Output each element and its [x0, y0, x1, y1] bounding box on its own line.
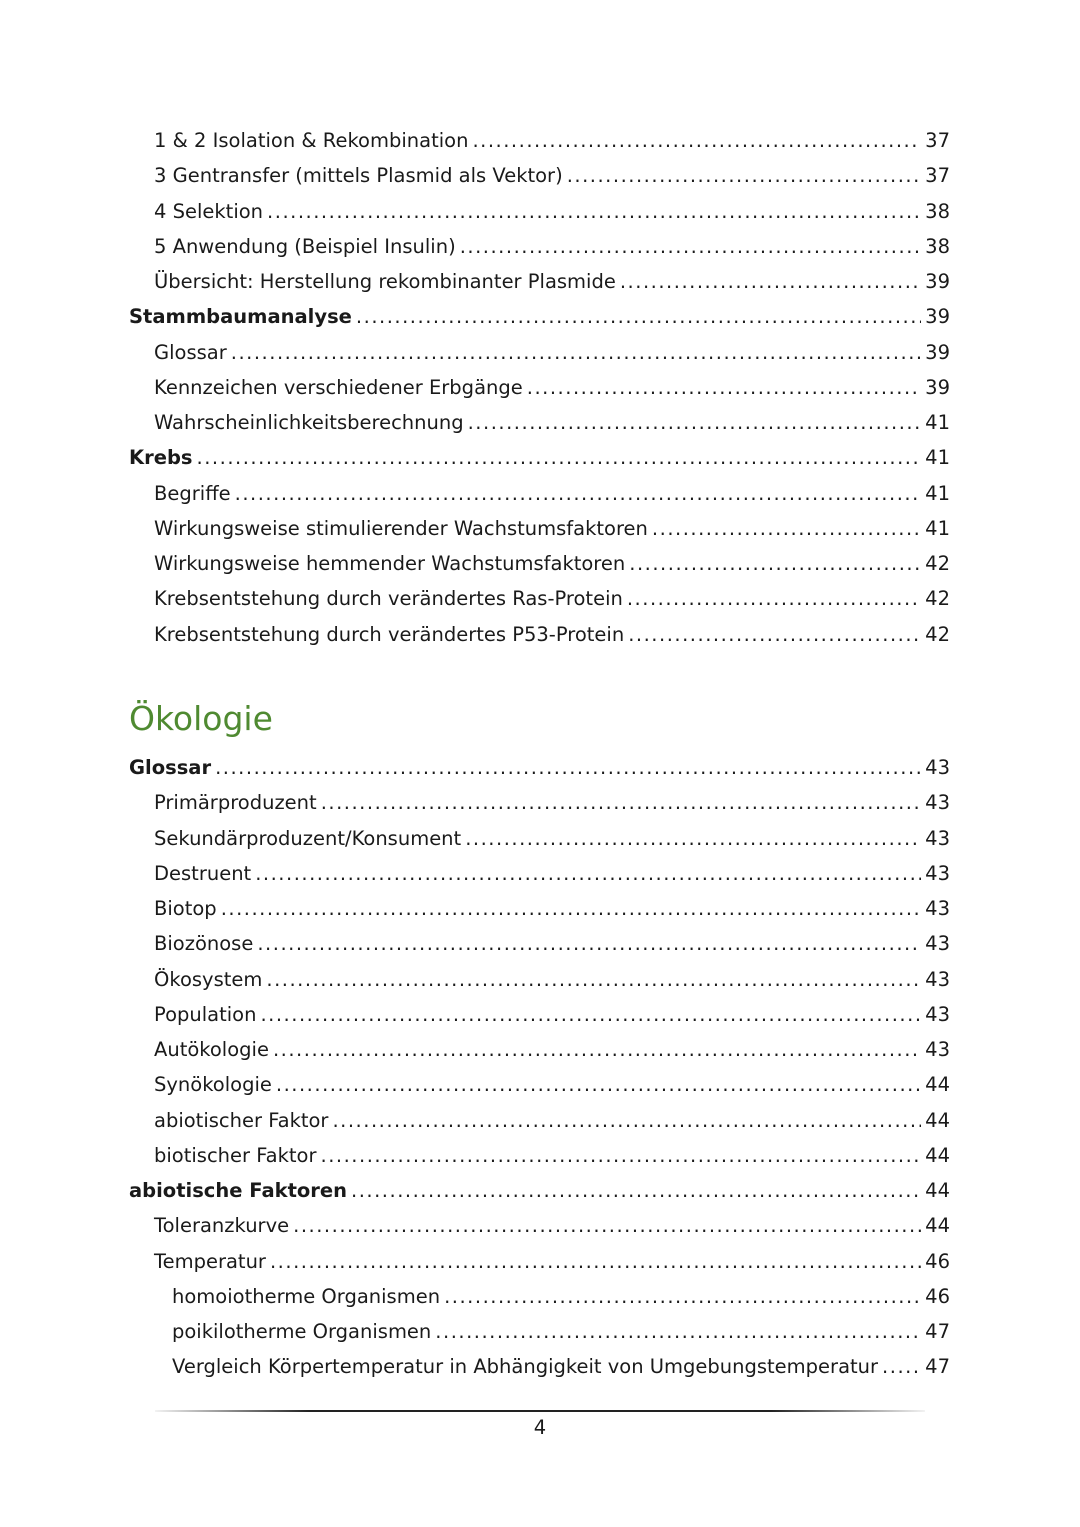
- toc-entry-page: 43: [925, 756, 950, 780]
- toc-entry-label: Begriffe: [154, 481, 231, 505]
- toc-entry[interactable]: [0, 997, 950, 1032]
- toc-entry-page: 46: [925, 1249, 950, 1273]
- toc-entry-page: 42: [925, 552, 950, 576]
- toc-entry-label: 5 Anwendung (Beispiel Insulin): [154, 234, 456, 258]
- toc-entry-page: 46: [925, 1284, 950, 1308]
- toc-entry[interactable]: [0, 335, 950, 370]
- toc-entry-page: 47: [925, 1320, 950, 1344]
- toc-entry[interactable]: [0, 1314, 950, 1349]
- toc-dot-leader: [267, 194, 921, 229]
- toc-dot-leader: [273, 1032, 921, 1067]
- toc-dot-leader: [356, 299, 921, 334]
- toc-entry[interactable]: [0, 370, 950, 405]
- toc-dot-leader: [472, 123, 921, 158]
- toc-entry-label: Destruent: [154, 861, 252, 885]
- toc-entry-page: 42: [925, 622, 950, 646]
- toc-entry[interactable]: [0, 229, 950, 264]
- toc-entry-page: 43: [925, 932, 950, 956]
- toc-dot-leader: [270, 1244, 921, 1279]
- toc-entry[interactable]: [0, 1244, 950, 1279]
- toc-entry-label: 1 & 2 Isolation & Rekombination: [154, 129, 469, 153]
- toc-entry-page: 43: [925, 861, 950, 885]
- toc-dot-leader: [332, 1103, 921, 1138]
- toc-entry-label: 4 Selektion: [154, 199, 264, 223]
- toc-dot-leader: [460, 229, 921, 264]
- toc-entry[interactable]: [0, 617, 950, 652]
- toc-entry-label: Ökosystem: [154, 967, 263, 991]
- toc-dot-leader: [321, 1138, 922, 1173]
- toc-entry-label: Stammbaumanalyse: [129, 305, 352, 329]
- toc-entry[interactable]: [0, 158, 950, 193]
- toc-entry-label: Wirkungsweise stimulierender Wachstumsfaktoren: [154, 516, 648, 540]
- toc-dot-leader: [260, 997, 921, 1032]
- toc-entry[interactable]: [0, 1067, 950, 1102]
- toc-entry[interactable]: [0, 440, 950, 475]
- toc-entry[interactable]: [0, 546, 950, 581]
- toc-entry-page: 43: [925, 897, 950, 921]
- toc-entry-label: Wirkungsweise hemmender Wachstumsfaktoren: [154, 552, 626, 576]
- toc-entry-label: Toleranzkurve: [154, 1214, 290, 1238]
- toc-dot-leader: [629, 546, 921, 581]
- toc-entry[interactable]: [0, 962, 950, 997]
- toc-entry[interactable]: [0, 511, 950, 546]
- toc-entry[interactable]: [0, 476, 950, 511]
- toc-dot-leader: [276, 1067, 921, 1102]
- toc-entry[interactable]: [0, 1173, 950, 1208]
- toc-entry-label: Wahrscheinlichkeitsberechnung: [154, 411, 464, 435]
- toc-entry-page: 41: [925, 446, 950, 470]
- toc-dot-leader: [444, 1279, 921, 1314]
- toc-dot-leader: [628, 617, 921, 652]
- toc-entry-label: Übersicht: Herstellung rekombinanter Plasmide: [154, 270, 616, 294]
- toc-entry-label: Krebsentstehung durch verändertes Ras-Protein: [154, 587, 623, 611]
- toc-entry-page: 43: [925, 791, 950, 815]
- toc-entry-page: 44: [925, 1073, 950, 1097]
- toc-entry-page: 38: [925, 234, 950, 258]
- toc-dot-leader: [527, 370, 921, 405]
- toc-entry[interactable]: [0, 926, 950, 961]
- toc-entry-label: 3 Gentransfer (mittels Plasmid als Vektor): [154, 164, 563, 188]
- toc-entry[interactable]: [0, 750, 950, 785]
- toc-entry-page: 39: [925, 270, 950, 294]
- toc-dot-leader: [235, 476, 922, 511]
- toc-entry-page: 44: [925, 1214, 950, 1238]
- toc-entry[interactable]: [0, 856, 950, 891]
- toc-entry-page: 42: [925, 587, 950, 611]
- toc-entry-page: 43: [925, 1002, 950, 1026]
- toc-entry-page: 39: [925, 340, 950, 364]
- toc-entry[interactable]: [0, 1279, 950, 1314]
- toc-entry-label: Krebs: [129, 446, 193, 470]
- toc-list-genetics: [0, 123, 1080, 652]
- toc-entry-label: Primärproduzent: [154, 791, 317, 815]
- toc-entry-label: Temperatur: [154, 1249, 266, 1273]
- toc-entry-label: Glossar: [129, 756, 212, 780]
- toc-list-oekologie: [0, 750, 1080, 1385]
- toc-entry-label: Autökologie: [154, 1038, 269, 1062]
- toc-entry-label: Kennzeichen verschiedener Erbgänge: [154, 375, 523, 399]
- section-heading-oekologie: Ökologie: [129, 699, 273, 738]
- toc-dot-leader: [257, 926, 921, 961]
- footer-divider: [155, 1410, 925, 1412]
- toc-entry-label: Biozönose: [154, 932, 254, 956]
- toc-entry-label: Glossar: [154, 340, 227, 364]
- toc-entry[interactable]: [0, 299, 950, 334]
- toc-entry[interactable]: [0, 891, 950, 926]
- toc-entry-page: 38: [925, 199, 950, 223]
- toc-entry-label: Population: [154, 1002, 257, 1026]
- toc-entry-page: 47: [925, 1355, 950, 1379]
- toc-entry[interactable]: [0, 581, 950, 616]
- toc-entry-label: homoiotherme Organismen: [172, 1284, 441, 1308]
- toc-entry[interactable]: [0, 1032, 950, 1067]
- toc-dot-leader: [197, 440, 922, 475]
- toc-entry-page: 43: [925, 967, 950, 991]
- toc-dot-leader: [882, 1349, 921, 1384]
- toc-dot-leader: [231, 335, 921, 370]
- toc-dot-leader: [465, 821, 921, 856]
- toc-entry-page: 44: [925, 1143, 950, 1167]
- toc-entry[interactable]: [0, 821, 950, 856]
- toc-entry-page: 41: [925, 516, 950, 540]
- toc-entry[interactable]: [0, 1349, 950, 1384]
- toc-entry-label: Krebsentstehung durch verändertes P53-Protein: [154, 622, 625, 646]
- toc-dot-leader: [435, 1314, 921, 1349]
- toc-entry-label: Synökologie: [154, 1073, 272, 1097]
- toc-entry-label: Biotop: [154, 897, 217, 921]
- toc-dot-leader: [567, 158, 921, 193]
- toc-dot-leader: [627, 581, 921, 616]
- toc-entry[interactable]: [0, 405, 950, 440]
- toc-entry-label: abiotischer Faktor: [154, 1108, 329, 1132]
- toc-entry[interactable]: [0, 264, 950, 299]
- toc-entry-label: poikilotherme Organismen: [172, 1320, 432, 1344]
- toc-entry-label: biotischer Faktor: [154, 1143, 317, 1167]
- toc-dot-leader: [321, 785, 921, 820]
- toc-entry-page: 37: [925, 129, 950, 153]
- toc-entry-page: 43: [925, 826, 950, 850]
- toc-dot-leader: [221, 891, 921, 926]
- toc-entry-label: Vergleich Körpertemperatur in Abhängigkeit von Umgebungstemperatur: [172, 1355, 879, 1379]
- toc-dot-leader: [255, 856, 921, 891]
- toc-dot-leader: [620, 264, 921, 299]
- toc-entry[interactable]: [0, 1103, 950, 1138]
- toc-entry-page: 39: [925, 305, 950, 329]
- toc-entry-label: Sekundärproduzent/Konsument: [154, 826, 462, 850]
- toc-dot-leader: [293, 1208, 921, 1243]
- toc-entry-page: 37: [925, 164, 950, 188]
- toc-entry-label: abiotische Faktoren: [129, 1179, 348, 1203]
- page-number: 4: [533, 1416, 547, 1439]
- toc-entry-page: 44: [925, 1108, 950, 1132]
- toc-entry-page: 43: [925, 1038, 950, 1062]
- toc-dot-leader: [266, 962, 921, 997]
- toc-entry-page: 41: [925, 481, 950, 505]
- toc-entry[interactable]: [0, 194, 950, 229]
- toc-entry-page: 41: [925, 411, 950, 435]
- toc-dot-leader: [215, 750, 921, 785]
- toc-entry-page: 39: [925, 375, 950, 399]
- toc-dot-leader: [652, 511, 921, 546]
- toc-entry[interactable]: [0, 785, 950, 820]
- toc-entry-page: 44: [925, 1179, 950, 1203]
- toc-dot-leader: [351, 1173, 921, 1208]
- toc-entry[interactable]: [0, 123, 950, 158]
- toc-entry[interactable]: [0, 1208, 950, 1243]
- toc-entry[interactable]: [0, 1138, 950, 1173]
- toc-dot-leader: [468, 405, 922, 440]
